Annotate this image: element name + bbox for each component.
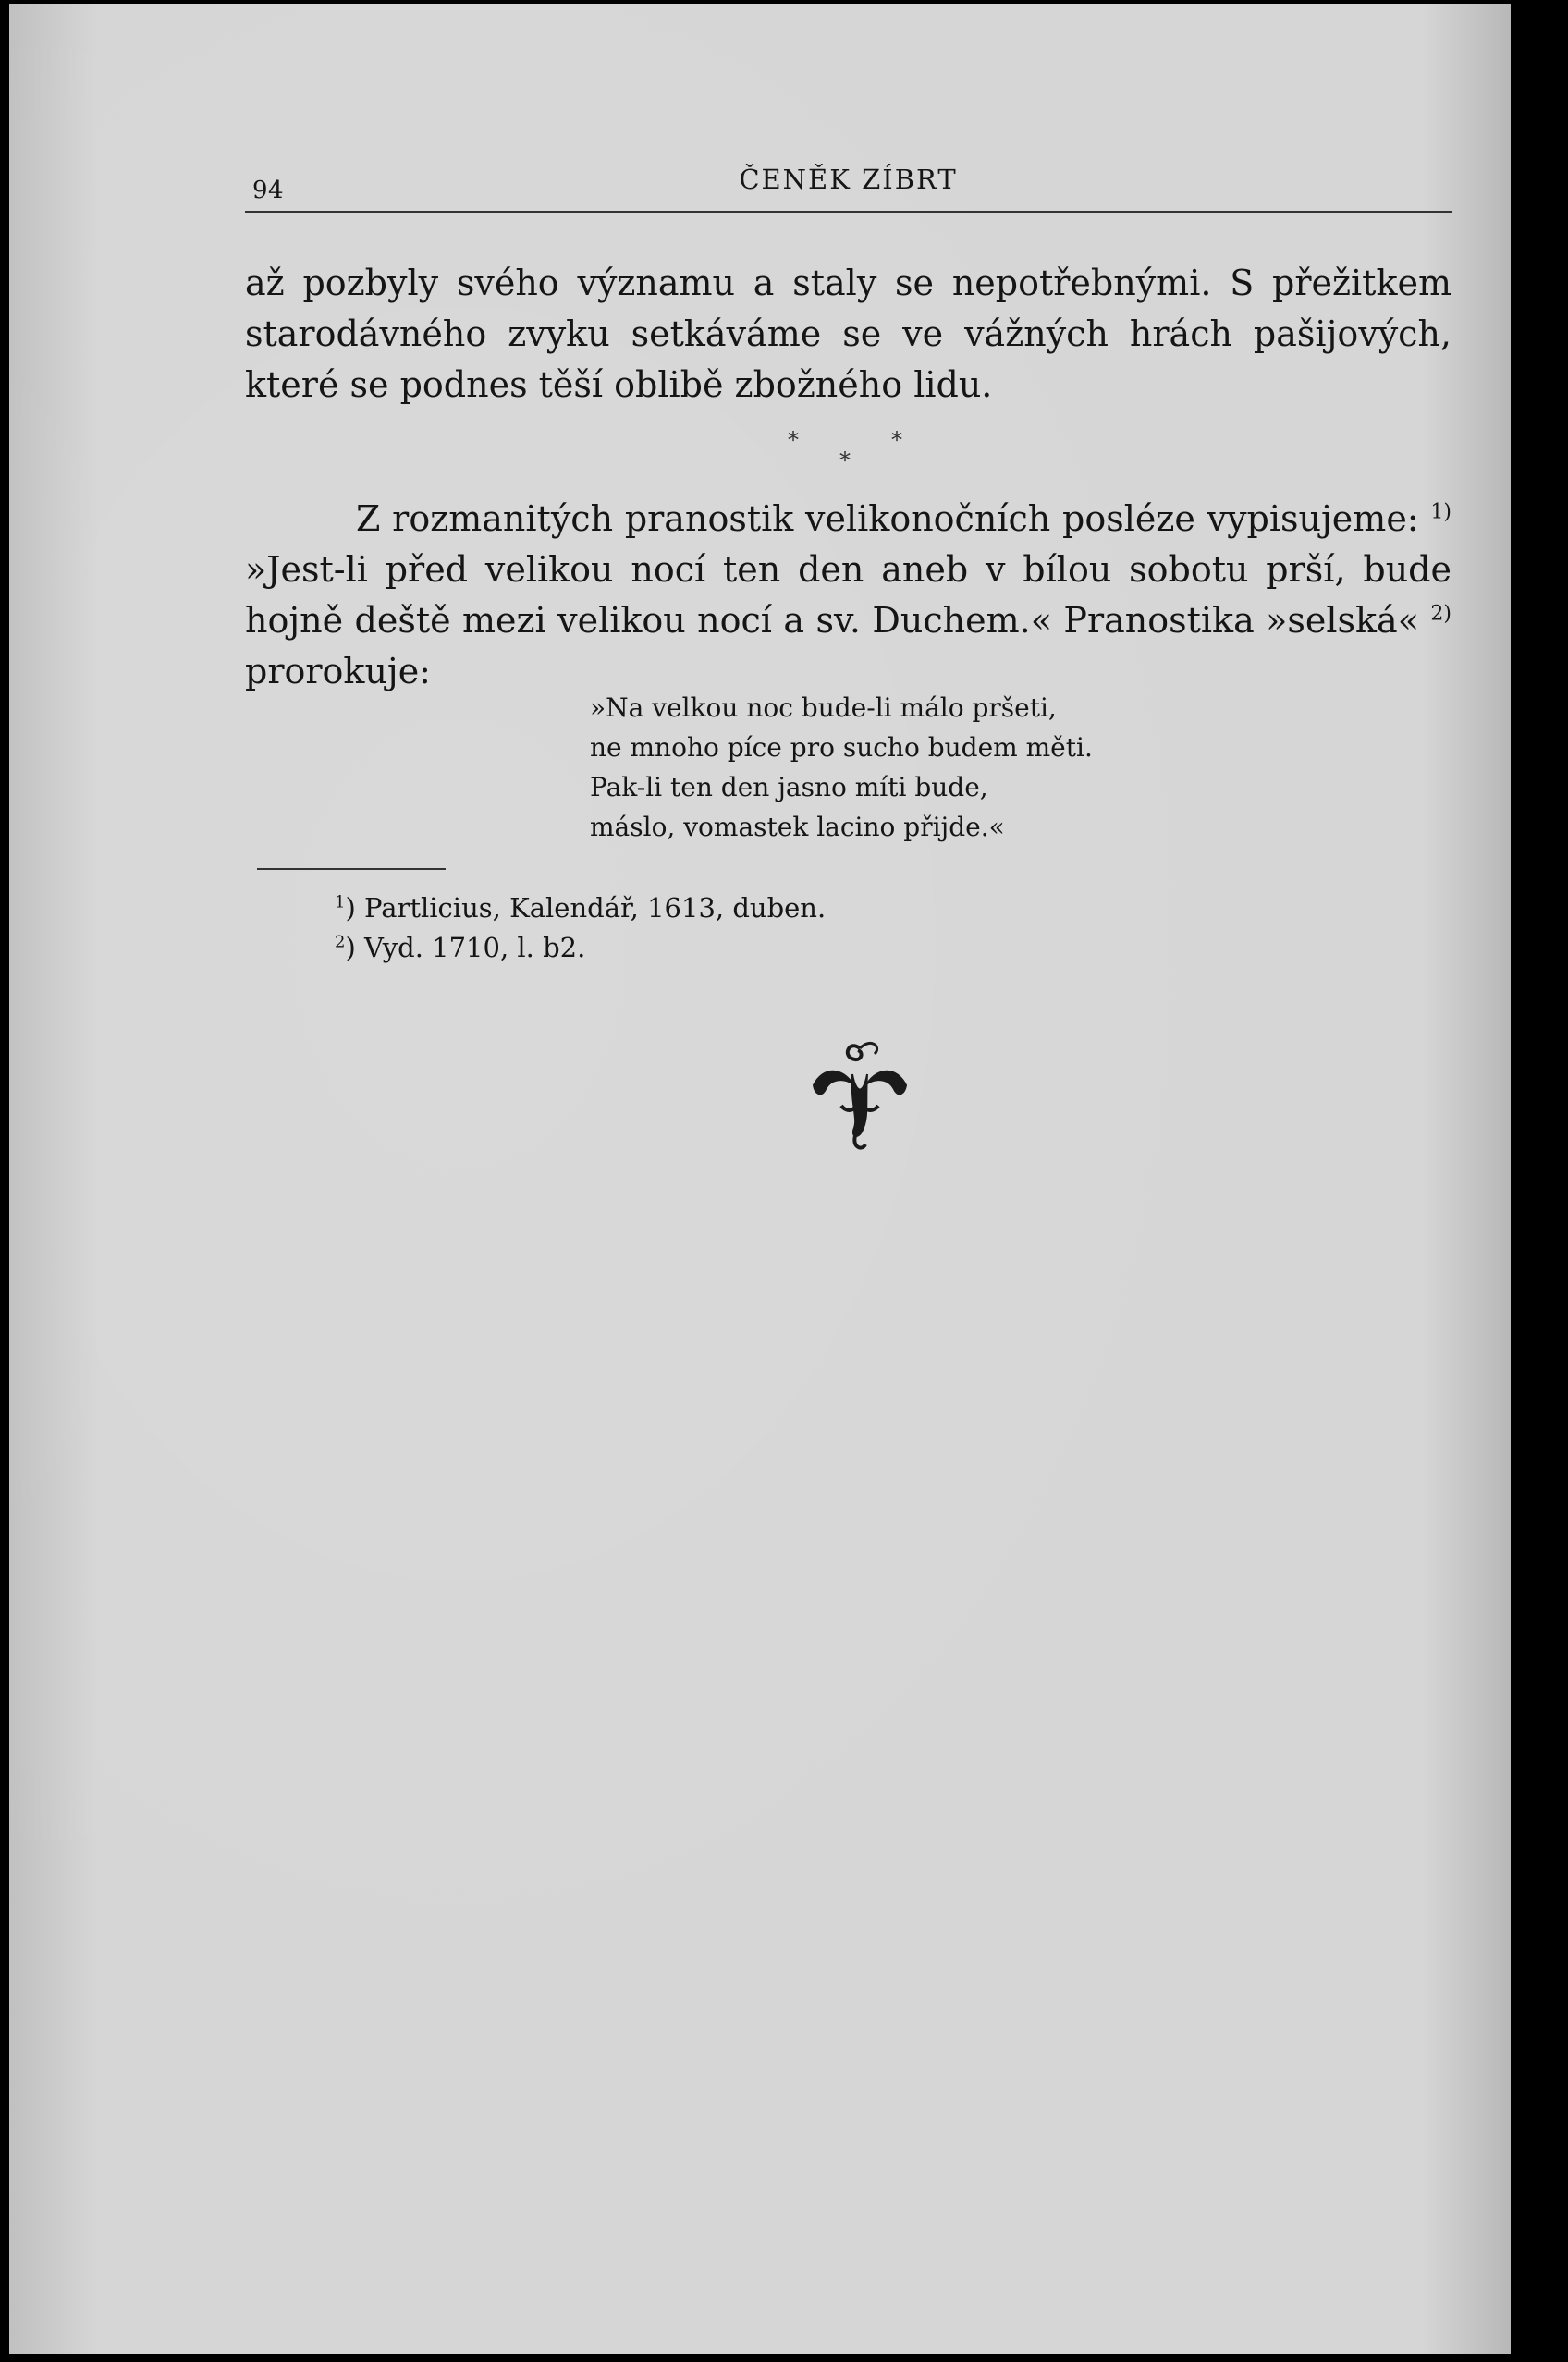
paragraph-line: starodávného zvyku setkáváme se ve vážných hrách pašijových,: [245, 313, 1452, 354]
paragraph-2: [245, 494, 1452, 697]
footnote-rule: [257, 868, 446, 870]
paragraph-1: [245, 258, 1452, 410]
paragraph-line: až pozbyly svého významu a staly se nepotřebnými. S přežitkem: [245, 263, 1452, 303]
book-page: [9, 4, 1511, 2354]
poem-line: ne mnoho píce pro sucho budem měti.: [590, 732, 1093, 763]
paragraph-line: které se podnes těší oblibě zbožného lidu.: [245, 364, 993, 405]
footnote-text: ) Vyd. 1710, l. b2.: [345, 932, 586, 963]
footnotes: [335, 888, 826, 968]
footnote-mark: 2: [335, 932, 346, 952]
paragraph-line: prorokuje:: [245, 651, 431, 691]
footnote-ref: 2): [1430, 602, 1452, 626]
asterisk: *: [788, 427, 799, 453]
paragraph-line: »Jest-li před velikou nocí ten den aneb v bílou sobotu prší, bude: [245, 549, 1452, 590]
poem-line: »Na velkou noc bude-li málo pršeti,: [590, 692, 1057, 723]
footnote: [335, 888, 826, 928]
asterism: [777, 427, 925, 478]
paragraph-line: [245, 595, 1452, 646]
poem-line: máslo, vomastek lacino přijde.«: [590, 812, 1005, 842]
poem-line: Pak-li ten den jasno míti bude,: [590, 772, 988, 802]
asterisk: *: [839, 447, 851, 473]
poem-quote: [590, 688, 1093, 847]
footnote-ref: 1): [1430, 500, 1452, 524]
page-number: 94: [252, 177, 285, 204]
header-rule: [245, 211, 1452, 213]
page-header: [245, 164, 1452, 204]
footnote-text: ) Partlicius, Kalendář, 1613, duben.: [345, 892, 827, 924]
line-text: Z rozmanitých pranostik velikonočních posléze vypisujeme:: [356, 498, 1419, 539]
running-title: ČENĚK ZÍBRT: [739, 164, 958, 195]
asterisk: *: [891, 427, 902, 453]
paragraph-line: [245, 494, 1452, 545]
footnote-mark: 1: [335, 892, 346, 912]
fleuron-icon: [804, 1030, 915, 1159]
footnote: [335, 928, 826, 968]
line-text: hojně deště mezi velikou nocí a sv. Duchem.« Pranostika »selská«: [245, 600, 1419, 641]
